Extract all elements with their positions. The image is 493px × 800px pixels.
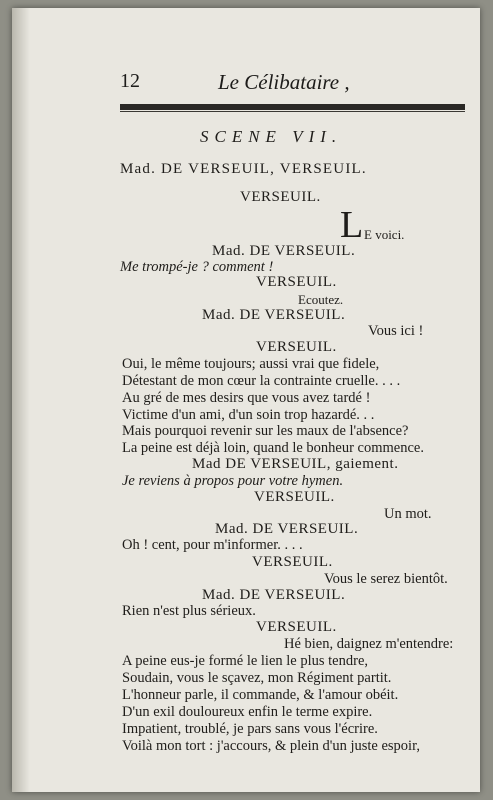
dialogue-line: Victime d'un ami, d'un soin trop hazardé. . .	[122, 407, 375, 423]
dialogue-line: A peine eus-je formé le lien le plus tendre,	[122, 653, 369, 669]
speaker-label: VERSEUIL.	[256, 274, 337, 290]
speaker-label: VERSEUIL.	[256, 339, 337, 355]
dialogue-line: Vous le serez bientôt.	[324, 571, 448, 587]
dialogue-line: L'honneur parle, il commande, & l'amour obéit.	[122, 687, 399, 703]
dialogue-line: Mais pourquoi revenir sur les maux de l'absence?	[122, 423, 409, 439]
dialogue-line: Vous ici !	[368, 323, 424, 339]
page-number: 12	[120, 70, 140, 92]
dialogue-line: Voilà mon tort : j'accours, & plein d'un juste espoir,	[122, 738, 420, 754]
page-gutter-shadow	[12, 8, 30, 792]
speaker-label: VERSEUIL.	[254, 489, 335, 505]
dialogue-line: Je reviens à propos pour votre hymen.	[122, 473, 344, 489]
dialogue-line: Oui, le même toujours; aussi vrai que fidele,	[122, 356, 380, 372]
speaker-label: VERSEUIL.	[240, 189, 321, 205]
dialogue-line: Soudain, vous le sçavez, mon Régiment partit.	[122, 670, 392, 686]
dialogue-line: La peine est déjà loin, quand le bonheur commence.	[122, 440, 424, 456]
book-page	[12, 8, 480, 792]
speaker-label: VERSEUIL.	[256, 619, 337, 635]
drop-cap: L	[340, 204, 364, 246]
scene-title: SCENE VII.	[200, 127, 343, 146]
dialogue-line: E voici.	[364, 227, 405, 242]
speaker-label: Mad. DE VERSEUIL.	[212, 243, 356, 259]
speaker-label: Mad. DE VERSEUIL.	[215, 521, 359, 537]
dialogue-line: Détestant de mon cœur la contrainte cruelle. . . .	[122, 373, 401, 389]
dialogue-line: Un mot.	[384, 506, 432, 522]
dialogue-line: Rien n'est plus sérieux.	[122, 603, 256, 619]
dialogue-line: Hé bien, daignez m'entendre:	[284, 636, 454, 652]
dialogue-line: Impatient, troublé, je pars sans vous l'écrire.	[122, 721, 378, 737]
speaker-label: Mad. DE VERSEUIL.	[202, 307, 346, 323]
dialogue-line: Au gré de mes desirs que vous avez tardé !	[122, 390, 371, 406]
header-rule-thin	[120, 111, 465, 112]
dialogue-line: Oh ! cent, pour m'informer. . . .	[122, 537, 303, 553]
speaker-label: Mad. DE VERSEUIL.	[202, 587, 346, 603]
running-title: Le Célibataire ,	[218, 70, 350, 94]
speaker-label: Mad DE VERSEUIL, gaiement.	[192, 456, 399, 472]
cast-list: Mad. DE VERSEUIL, VERSEUIL.	[120, 161, 367, 177]
header-rule	[120, 104, 465, 110]
dialogue-line: Ecoutez.	[298, 292, 344, 307]
speaker-label: VERSEUIL.	[252, 554, 333, 570]
dialogue-line: D'un exil douloureux enfin le terme expire.	[122, 704, 373, 720]
dialogue-line: Me trompé-je ? comment !	[120, 259, 274, 275]
running-header	[120, 70, 480, 100]
